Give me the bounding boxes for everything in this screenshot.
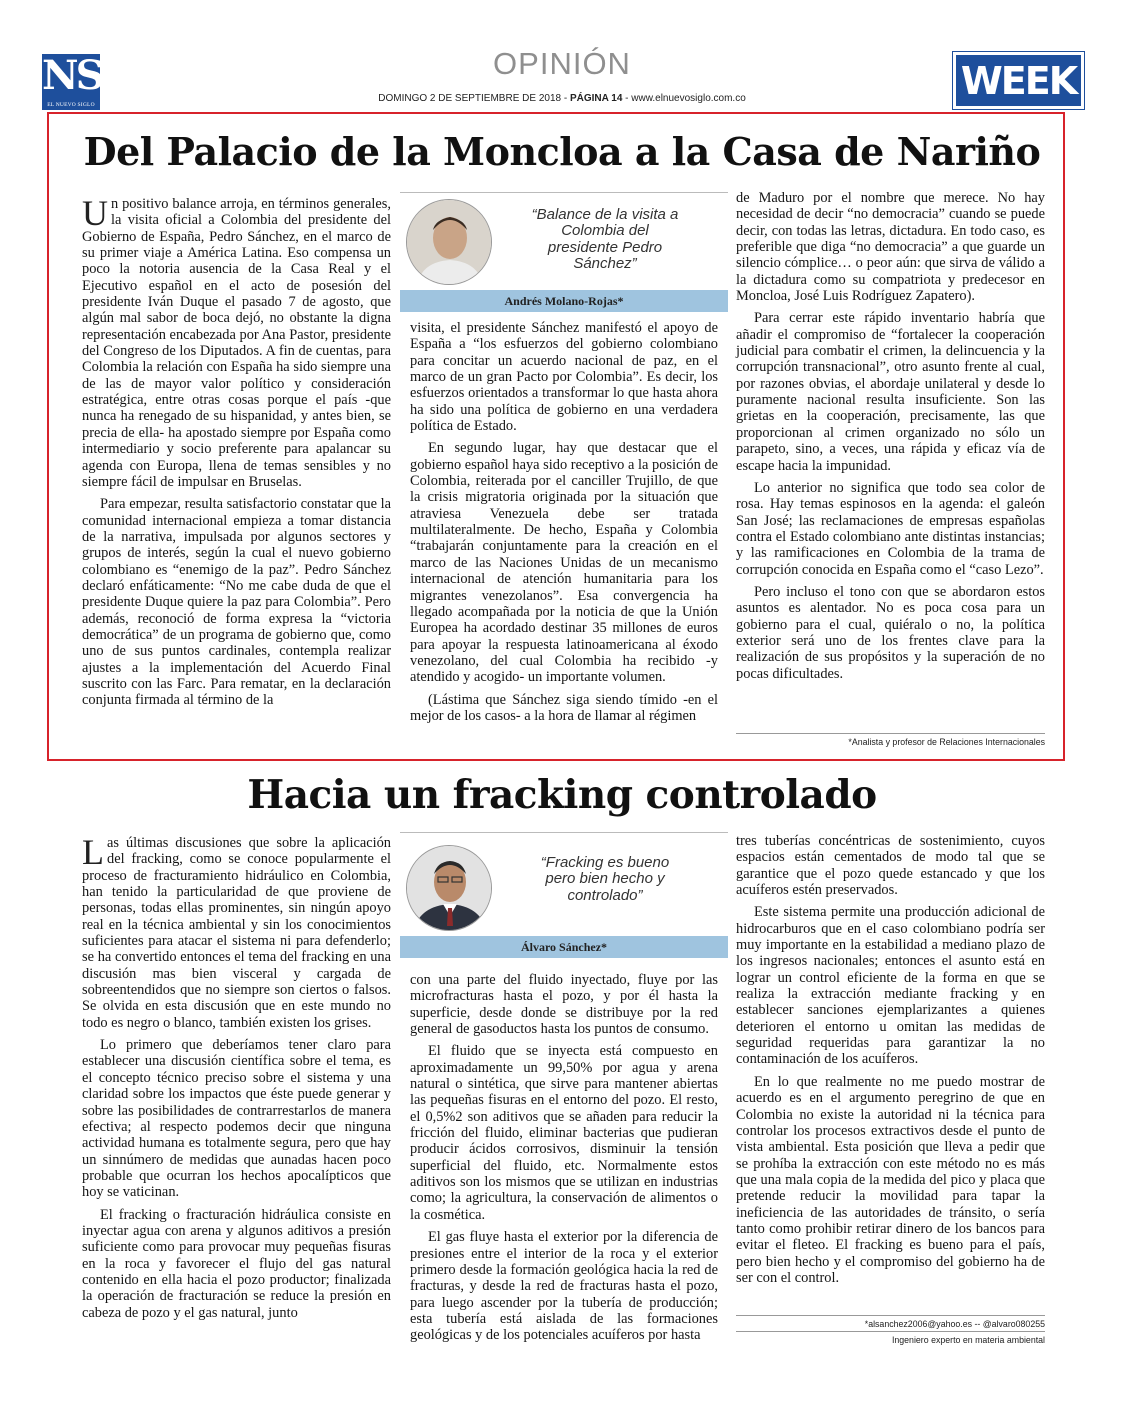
article2-paragraph: Las últimas discusiones que sobre la aplicación del fracking, como se conoce popularmente el proceso de fracturamiento hidráulico en Colombia, han tenido la particularidad de que proviene de personas, todas ellas prominentes, sin ningún apoyo real en la técnica ambiental y sin los conocimientos suficientes para atacar el sistema ni para defenderlo; se ha convertido entonces el tema del fracking en una discusión mas bien visceral y cargada de sobreentendidos que no siempre son ciertos o falsos. Se olvida en esta discusión que en este mundo no todo es negro o blanco, también existen los grises. [82, 832, 391, 1031]
author-name: Andrés Molano-Rojas* [400, 290, 728, 312]
logo-letters: NS [42, 52, 102, 99]
article1-quote-box [400, 192, 728, 311]
article2-title: Hacia un fracking controlado [247, 772, 877, 818]
author-name: Álvaro Sánchez* [400, 936, 728, 958]
article1-paragraph: Para empezar, resulta satisfactorio constatar que la comunidad internacional empieza a tomar distancia de la narrativa, impulsada por algunos sectores y grupos de interés, según la cual el nuevo gobierno colombiano es “enemigo de la paz”. Pedro Sánchez declaró enfáticamente: “No me cabe duda de que el presidente Duque quiere la paz para Colombia”. Pero además, reconoció de forma expresa la “victoria democrática” de un programa de gobierno que, como uno de sus puntos cardinales, contempla realizar ajustes a la implementación del Acuerdo Final suscrito con las Farc. Para rematar, en la declaración conjunta firmada al término de la [82, 496, 391, 709]
article1-paragraph: (Lástima que Sánchez siga siendo tímido -en el mejor de los casos- a la hora de llamar al régimen [410, 691, 718, 724]
logo-subtitle: EL NUEVO SIGLO [47, 102, 95, 108]
pull-quote: “Fracking es bueno pero bien hecho y controlado” [540, 854, 670, 904]
article2-quote-box [400, 832, 728, 956]
article1-column-2 [410, 320, 718, 730]
author-photo [406, 199, 492, 285]
article2-paragraph: Lo primero que deberíamos tener claro para establecer una discusión científica sobre el tema, es el concepto técnico preciso sobre el sistema y una claridad sobre los impactos que éste puede generar y sobre las posibilidades de contrarrestarlos de manera efectiva; al respecto podemos decir que ninguna actividad humana es totalmente segura, pero que hay un sinnúmero de medidas que aunadas hacen poco probable que ocurran los hechos apocalípticos que hoy se vaticinan. [82, 1037, 391, 1201]
section-title: OPINIÓN [493, 46, 631, 81]
site-url: - www.elnuevosiglo.com.co [622, 93, 746, 104]
pull-quote: “Balance de la visita a Colombia del presidente Pedro Sánchez” [531, 206, 679, 273]
article1-column-3 [736, 190, 1045, 688]
week-logo-text: WEEK [960, 59, 1077, 103]
article2-paragraph: con una parte del fluido inyectado, fluye por las microfracturas hasta el pozo, y por él hasta la superficie, desde donde se distribuye por la red general de gasoductos hasta los puntos de consumo. [410, 972, 718, 1038]
page-number: PÁGINA 14 [569, 93, 623, 104]
week-logo [953, 52, 1084, 109]
article2-paragraph: En lo que realmente no me puedo mostrar de acuerdo es en el argumento peregrino de que en Colombia no existe la autoridad ni la técnica para controlar los procesos extractivos desde el punto de vista ambiental. Esta posición que lleva a pedir que se prohíba la extracción con este método no es más que una mala copia de la medida del pico y placa que pretende reducir la movilidad para tapar la ineficiencia de las autoridades de tránsito, o sería tanto como prohibir retirar dinero de los bancos para evitar el fleteo. El fracking es bueno para el país, pero bien hecho y el compromiso del gobierno ha de ser con el control. [736, 1073, 1045, 1286]
article2-paragraph: El fluido que se inyecta está compuesto en aproximadamente un 99,50% por agua y arena natural o sintética, que sirve para mantener abiertas las pequeñas fisuras en el entorno del pozo. El resto, el 0,5%2 son aditivos que se añaden para reducir la fricción del fluido, eliminar bacterias que pudieran producir ácidos corrosivos, disminuir la tensión superficial del fluido, etc. Normalmente estos aditivos son los mismos que se utilizan en industrias como; la agricultura, la conservación de alimentos o la cosmética. [410, 1043, 718, 1223]
article1-paragraph: Lo anterior no significa que todo sea color de rosa. Hay temas espinosos en la agenda: el galeón San José; las reclamaciones de empresas españolas contra el Estado colombiano ante distintas instancias; y las ramificaciones en Colombia de la trama de corrupción conocida en España como el “caso Lezo”. [736, 479, 1045, 578]
article2-paragraph: El gas fluye hasta el exterior por la diferencia de presiones entre el interior de la roca y el exterior primero desde la formación geológica hacia la red de fracturas, y desde la red de fracturas hasta el pozo, para luego ascender por la tubería de producción; esta tubería está aislada de las formaciones geológicas y de los potenciales acuíferos por hasta [410, 1229, 718, 1344]
article1-paragraph: visita, el presidente Sánchez manifestó el apoyo de España a “los esfuerzos del gobierno colombiano para concitar un acuerdo nacional de paz, en el marco de un gran Pacto por Colombia”. Es decir, los esfuerzos orientados a transformar lo que hasta ahora ha sido una política de gobierno en una verdadera política de Estado. [410, 320, 718, 435]
article2-column-1 [82, 832, 391, 1327]
article1-paragraph: Pero incluso el tono con que se abordaron estos asuntos es alentador. No es poca cosa para un gobierno para el cual, quiéralo o no, la política exterior será uno de los frentes clave para la realización de sus propósitos y la superación de no pocas dificultades. [736, 583, 1045, 682]
dropcap: L [82, 832, 104, 872]
article2-contact: *alsanchez2006@yahoo.es -- @alvaro080255 [736, 1315, 1045, 1329]
article1-footnote: *Analista y profesor de Relaciones Internacionales [736, 733, 1045, 747]
article2-paragraph: Este sistema permite una producción adicional de hidrocarburos que en el caso colombiano podría ser muy importante en la estabilidad a mediano plazo de los ingresos nacionales; entonces el asunto está en lograr un control eficiente de la forma en que se realiza la extracción mediante fracking y en establecer sanciones ejemplarizantes a quienes deterioren el entorno u omitan las medidas de seguridad requeridas para garantizar la no contaminación de los acuíferos. [736, 904, 1045, 1068]
article2-column-2 [410, 972, 718, 1350]
article2-author-role: Ingeniero experto en materia ambiental [736, 1331, 1045, 1345]
article2-paragraph: tres tuberías concéntricas de sostenimiento, cuyos espacios están cementados de modo tal que se garantice que el pozo quede estancado y que los acuíferos estén preservados. [736, 833, 1045, 899]
date-text: DOMINGO 2 DE SEPTIEMBRE DE 2018 - [378, 93, 570, 104]
article1-column-1 [82, 193, 391, 715]
article1-title: Del Palacio de la Moncloa a la Casa de Nariño [83, 129, 1041, 174]
article1-paragraph: En segundo lugar, hay que destacar que el gobierno español haya sido receptivo a la posición de Colombia, reiterada por el canciller Trujillo, de que la crisis migratoria originada por la situación que atraviesa Venezuela debe ser tratada multilateralmente. De hecho, España y Colombia “trabajarán conjuntamente para la creación en el marco de las Naciones Unidas de un mecanismo internacional de atención humanitaria para los migrantes venezolanos”. Esa convergencia ha llegado acompañada por la noticia de que la Unión Europea ha acordado destinar 35 millones de euros para apoyar la respuesta latinoamericana al éxodo venezolano, del cual Colombia ha recibido -y atendido y acogido- un importante volumen. [410, 440, 718, 686]
author-photo [406, 845, 492, 931]
article1-paragraph: de Maduro por el nombre que merece. No hay necesidad de decir “no democracia” cuando se puede decir, con todas las letras, dictadura. En todo caso, es preferible que diga “no democracia” a que guarde un silencio cómplice… o peor aún: que sirva de válido a la dictadura como su compatriota y predecesor en Moncloa, José Luis Rodríguez Zapatero). [736, 190, 1045, 305]
article2-paragraph: El fracking o fracturación hidráulica consiste en inyectar agua con arena y algunos aditivos a presión suficiente como para provocar muy pequeñas fisuras en la roca y favorecer el flujo del gas natural contenido en ella hacia el pozo productor; finalizada la operación de fracturación se reduce la presión en cabeza de pozo y el gas natural, junto [82, 1206, 391, 1321]
article1-paragraph: Para cerrar este rápido inventario habría que añadir el compromiso de “fortalecer la cooperación judicial para combatir el crimen, la delincuencia y la corrupción transnacional”, otro asunto frente al cual, por razones obvias, el abordaje unilateral y desde lo puramente nacional resulta insuficiente. Son las grietas en la cooperación, precisamente, las que proporcionan al crimen organizado no sólo un parapeto, sino, a veces, una rápida y eficaz vía de escape hacia la impunidad. [736, 310, 1045, 474]
dropcap: U [82, 193, 108, 233]
article2-column-3 [736, 833, 1045, 1292]
article1-paragraph: Un positivo balance arroja, en términos generales, la visita oficial a Colombia del presidente del Gobierno de España, Pedro Sánchez, en el marco de su primer viaje a América Latina. Eso compensa un poco la notoria ausencia de la Casa Real y el Ejecutivo español en el acto de posesión del presidente Iván Duque el pasado 7 de agosto, que algún mal sabor de boca dejó, no obstante la digna representación encabezada por Ana Pastor, presidente del Congreso de los Diputados. A fin de cuentas, para Colombia la relación con España ha sido siempre una de las de mayor valor político y consideración estratégica, entre otras cosas porque el país -que nunca ha renegado de su hispanidad, y antes bien, se precia de ella- ha apostado siempre por España como intermediario y socio preferente para apalancar su agenda con Europa, llena de temas sensibles y no siempre fácil de impulsar en Bruselas. [82, 193, 391, 490]
